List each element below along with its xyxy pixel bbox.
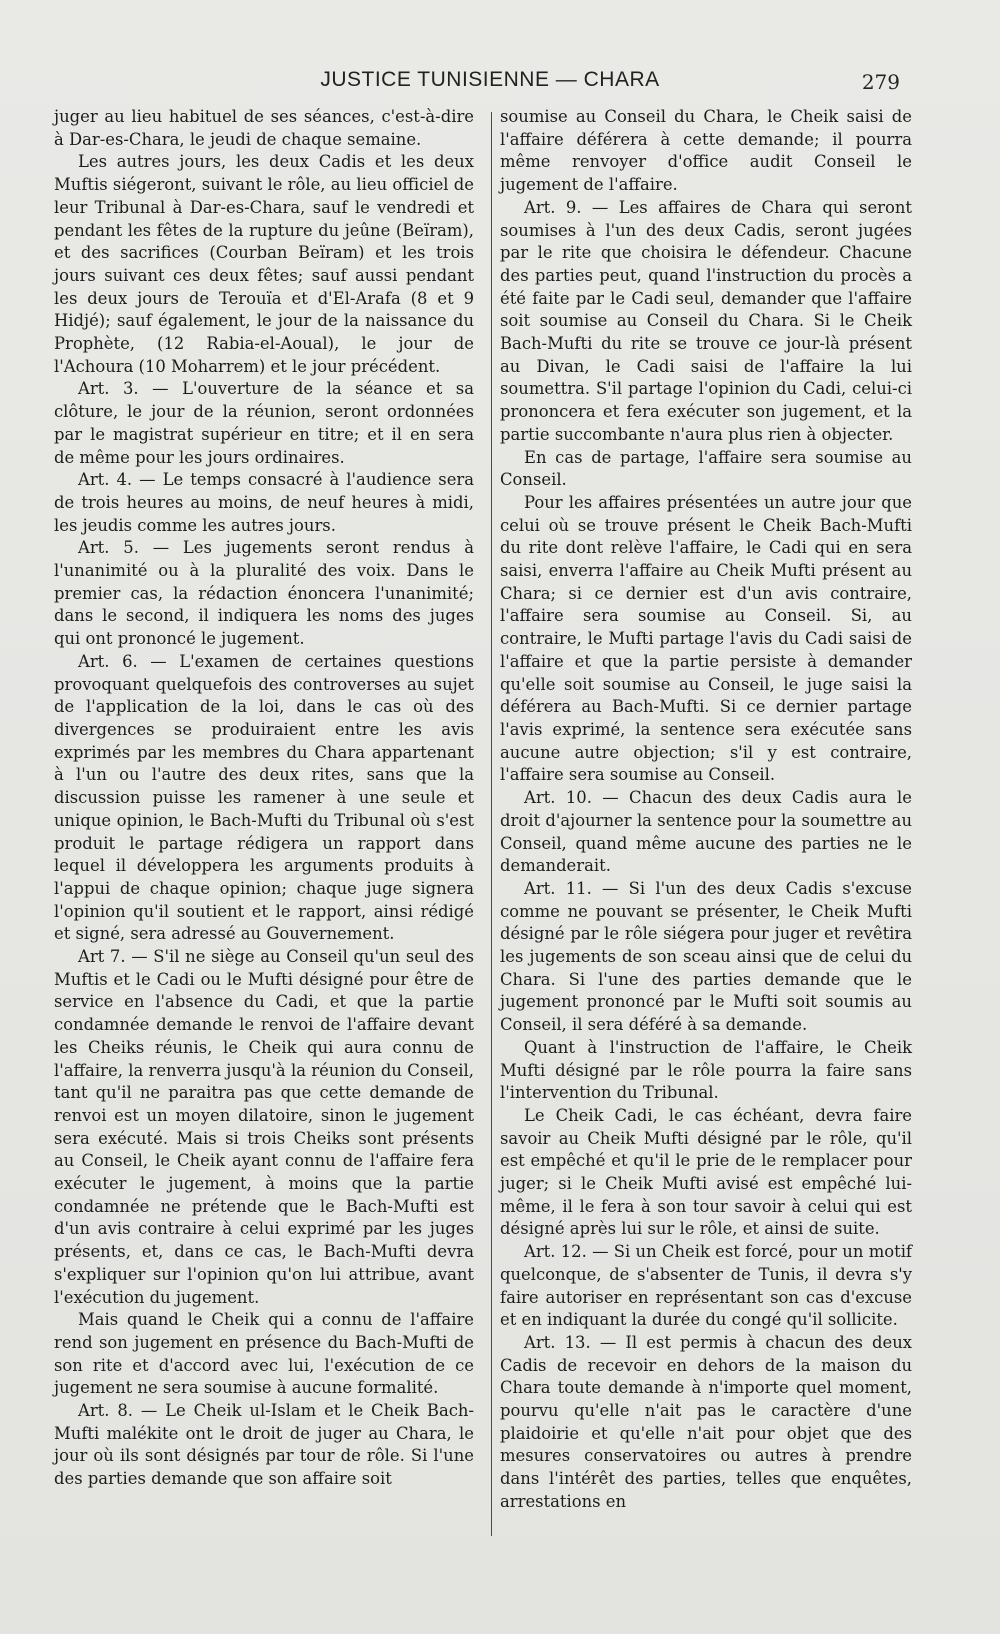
paragraph: Art. 5. — Les jugements seront rendus à l'unanimité ou à la pluralité des voix. Dans le premier cas, la rédaction énoncera l'unanimité; dans le second, il indiquera les noms des juges qui ont prononcé le jugement. [54, 538, 474, 649]
paragraph: Mais quand le Cheik qui a connu de l'affaire rend son jugement en présence du Bach-Mufti de son rite et d'accord avec lui, l'exécution de ce jugement ne sera soumise à aucune formalité. [54, 1310, 474, 1398]
paragraph: En cas de partage, l'affaire sera soumise au Conseil. [500, 447, 912, 490]
right-column [500, 106, 912, 1514]
paragraph: Art. 4. — Le temps consacré à l'audience sera de trois heures au moins, de neuf heures à midi, les jeudis comme les autres jours. [54, 470, 474, 535]
paragraph: Art. 12. — Si un Cheik est forcé, pour un motif quelconque, de s'absenter de Tunis, il devra s'y faire autoriser en représentant son cas d'excuse et en indiquant la durée du congé qu'il sollicite. [500, 1242, 912, 1330]
paragraph: soumise au Conseil du Chara, le Cheik saisi de l'affaire déférera à cette demande; il pourra même renvoyer d'office audit Conseil le jugement de l'affaire. [500, 107, 912, 195]
paragraph: Art. 11. — Si l'un des deux Cadis s'excuse comme ne pouvant se présenter, le Cheik Mufti désigné par le rôle siégera pour juger et revêtira les jugements de son sceau ainsi que de celui du Chara. Si l'une des parties demande que le jugement prononcé par le Mufti soit soumis au Conseil, il sera déféré à sa demande. [500, 878, 912, 1035]
paragraph: Art. 10. — Chacun des deux Cadis aura le droit d'ajourner la sentence pour la soumettre au Conseil, quand même aucune des parties ne le demanderait. [500, 788, 912, 876]
running-header: JUSTICE TUNISIENNE — CHARA [320, 68, 660, 91]
paragraph: Les autres jours, les deux Cadis et les deux Muftis siégeront, suivant le rôle, au lieu officiel de leur Tribunal à Dar-es-Chara, sauf le vendredi et pendant les fêtes de la rupture du jeûne (Beïram), et des sacrifices (Courban Beïram) et les trois jours suivant ces deux fêtes; sauf aussi pendant les deux jours de Terouïa et d'El-Arafa (8 et 9 Hidjé); sauf également, le jour de la naissance du Prophète, (12 Rabia-el-Aoual), le jour de l'Achoura (10 Moharrem) et le jour précédent. [54, 152, 474, 376]
paragraph: Art. 8. — Le Cheik ul-Islam et le Cheik Bach-Mufti malékite ont le droit de juger au Chara, le jour où ils sont désignés par tour de rôle. Si l'une des parties demande que son affaire soit [54, 1401, 474, 1489]
paragraph: Art. 6. — L'examen de certaines questions provoquant quelquefois des controverses au sujet de l'application de la loi, dans le cas où des divergences se produiraient entre les avis exprimés par les membres du Chara appartenant à l'un ou l'autre des deux rites, sans que la discussion puisse les ramener à une seule et unique opinion, le Bach-Mufti du Tribunal où s'est produit le partage rédigera un rapport dans lequel il développera les arguments produits à l'appui de chaque opinion; chaque juge signera l'opinion qu'il soutient et le rapport, ainsi rédigé et signé, sera adressé au Gouvernement. [54, 651, 474, 944]
paragraph: Quant à l'instruction de l'affaire, le Cheik Mufti désigné par le rôle pourra la faire sans l'intervention du Tribunal. [500, 1037, 912, 1103]
paragraph: juger au lieu habituel de ses séances, c'est-à-dire à Dar-es-Chara, le jeudi de chaque semaine. [54, 107, 474, 149]
paragraph: Art 7. — S'il ne siège au Conseil qu'un seul des Muftis et le Cadi ou le Mufti désigné pour être de service en l'absence du Cadi, et que la partie condamnée demande le renvoi de l'affaire devant les Cheiks réunis, le Cheik qui aura connu de l'affaire, la renverra jusqu'à la réunion du Conseil, tant qu'il ne paraitra pas que cette demande de renvoi est un moyen dilatoire, sinon le jugement sera exécuté. Mais si trois Cheiks sont présents au Conseil, le Cheik ayant connu de l'affaire fera exécuter le jugement, à moins que la partie condamnée ne prétende que le Bach-Mufti est d'un avis contraire à celui exprimé par les juges présents, et, dans ce cas, le Bach-Mufti devra s'expliquer sur l'opinion qu'on lui attribue, avant l'exécution du jugement. [54, 947, 474, 1307]
left-column [54, 106, 474, 1491]
paragraph: Le Cheik Cadi, le cas échéant, devra faire savoir au Cheik Mufti désigné par le rôle, qu'il est empêché et qu'il le prie de le remplacer pour juger; si le Cheik Mufti avisé est empêché lui-même, il le fera à son tour savoir à celui qui est désigné après lui sur le rôle, et ainsi de suite. [500, 1105, 912, 1239]
paragraph: Art. 9. — Les affaires de Chara qui seront soumises à l'un des deux Cadis, seront jugées par le rite que choisira le défendeur. Chacune des parties peut, quand l'instruction du procès a été faite par le Cadi seul, demander que l'affaire soit soumise au Conseil du Chara. Si le Cheik Bach-Mufti du rite se trouve ce jour-là présent au Divan, le Cadi saisi de l'affaire la lui soumettra. S'il partage l'opinion du Cadi, celui-ci prononcera et fera exécuter son jugement, et la partie succombante n'aura plus rien à objecter. [500, 197, 912, 444]
page-number: 279 [861, 70, 900, 94]
paragraph: Pour les affaires présentées un autre jour que celui où se trouve présent le Cheik Bach-Mufti du rite dont relève l'affaire, le Cadi qui en sera saisi, enverra l'affaire au Cheik Mufti présent au Chara; si ce dernier est d'un avis contraire, l'affaire sera soumise au Conseil. Si, au contraire, le Mufti partage l'avis du Cadi saisi de l'affaire et que la partie persiste à demander qu'elle soit soumise au Conseil, le juge saisi la déférera au Bach-Mufti. Si ce dernier partage l'avis exprimé, la sentence sera exécutée sans aucune autre objection; s'il y est contraire, l'affaire sera soumise au Conseil. [500, 492, 912, 785]
paragraph: Art. 13. — Il est permis à chacun des deux Cadis de recevoir en dehors de la maison du Chara toute demande à n'importe quel moment, pourvu qu'elle n'ait pas le caractère d'une plaidoirie et qu'elle n'ait pour objet que des mesures conservatoires ou autres à prendre dans l'intérêt des parties, telles que enquêtes, arrestations en [500, 1332, 912, 1511]
paragraph: Art. 3. — L'ouverture de la séance et sa clôture, le jour de la réunion, seront ordonnées par le magistrat supérieur en titre; et il en sera de même pour les jours ordinaires. [54, 379, 474, 467]
column-divider [491, 112, 492, 1536]
